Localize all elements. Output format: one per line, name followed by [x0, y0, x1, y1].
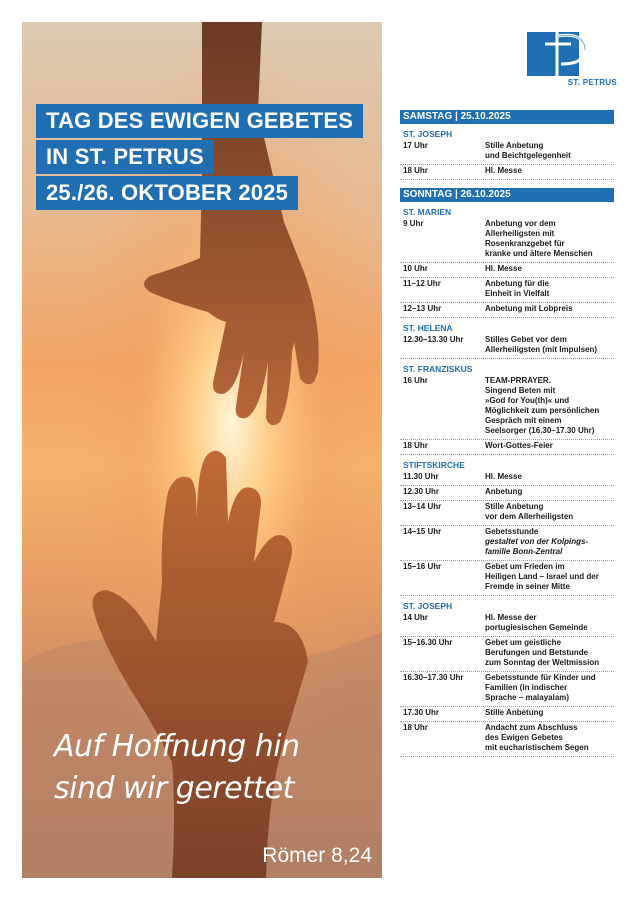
row-description [485, 562, 614, 592]
schedule-row [400, 165, 614, 180]
row-line: Gebetsstunde [485, 527, 539, 536]
church-name: ST. MARIEN [403, 207, 452, 217]
schedule-row [400, 303, 614, 318]
row-line: »God for You(th)« und [485, 396, 570, 405]
row-description [485, 219, 614, 259]
schedule-row [400, 440, 614, 455]
quote-line-1: Auf Hoffnung hin [54, 729, 300, 764]
schedule-row [400, 612, 614, 637]
row-line: und Beichtgelegenheit [485, 151, 571, 160]
row-description [485, 441, 614, 451]
row-description [485, 166, 614, 176]
row-time: 10 Uhr [403, 264, 428, 273]
st-petrus-logo [527, 26, 617, 92]
row-line: kranke und ältere Menschen [485, 249, 593, 258]
row-time: 14–15 Uhr [403, 527, 442, 536]
schedule-row [400, 471, 614, 486]
row-line: Gespräch mit einem [485, 416, 562, 425]
row-description [485, 613, 614, 633]
row-line: Hl. Messe [485, 166, 522, 175]
row-time: 11.30 Uhr [403, 472, 439, 481]
row-line: Hl. Messe der [485, 613, 537, 622]
schedule-row [400, 707, 614, 722]
row-description [485, 673, 614, 703]
schedule-row [400, 722, 614, 757]
row-line: Gebetsstunde für Kinder und [485, 673, 596, 682]
title-line-3: 25./26. OKTOBER 2025 [36, 176, 298, 210]
row-description [485, 708, 614, 718]
row-line: Sprache – malayalam) [485, 693, 570, 702]
row-time: 14 Uhr [403, 613, 428, 622]
row-time: 12.30–13.30 Uhr [403, 335, 464, 344]
row-line: Familien (in indischer [485, 683, 568, 692]
church-name: ST. JOSEPH [403, 601, 453, 611]
row-line: Allerheiligsten (mit Impulsen) [485, 345, 598, 354]
row-line: zum Sonntag der Weltmission [485, 658, 600, 667]
row-description [485, 264, 614, 274]
row-line: Stilles Gebet vor dem [485, 335, 567, 344]
row-line: Anbetung mit Lobpreis [485, 304, 573, 313]
row-time: 12.30 Uhr [403, 487, 440, 496]
day-header-saturday: SAMSTAG | 25.10.2025 [400, 110, 614, 124]
day-header-sunday: SONNTAG | 26.10.2025 [400, 188, 614, 202]
schedule-row [400, 486, 614, 501]
logo-text: ST. PETRUS [567, 78, 617, 87]
row-line: Fremde in seiner Mitte [485, 582, 570, 591]
schedule-row [400, 334, 614, 359]
row-line: Gebet um geistliche [485, 638, 562, 647]
row-line: vor dem Allerheiligsten [485, 512, 574, 521]
row-line: des Ewigen Gebetes [485, 733, 563, 742]
schedule-row [400, 637, 614, 672]
row-time: 18 Uhr [403, 723, 428, 732]
hero-poster [22, 22, 382, 878]
row-line: Berufungen und Betstunde [485, 648, 589, 657]
schedule-row [400, 140, 614, 165]
title-line-1: TAG DES EWIGEN GEBETES [36, 104, 363, 138]
row-line: Anbetung vor dem [485, 219, 556, 228]
row-time: 12–13 Uhr [403, 304, 442, 313]
row-line: Heiligen Land – Israel und der [485, 572, 599, 581]
row-description [485, 638, 614, 668]
row-time: 18 Uhr [403, 166, 428, 175]
row-line: Möglichkeit zum persönlichen [485, 406, 600, 415]
schedule-row [400, 263, 614, 278]
row-line: Wort-Gottes-Feier [485, 441, 553, 450]
row-line: Singend Beten mit [485, 386, 556, 395]
schedule-row [400, 375, 614, 440]
schedule-row [400, 561, 614, 596]
row-line-italic: gestaltet von der Kolpings- [485, 537, 589, 546]
schedule-row [400, 672, 614, 707]
row-description [485, 335, 614, 355]
bible-quote [54, 726, 374, 810]
row-line-italic: familie Bonn-Zentral [485, 547, 563, 556]
row-description [485, 723, 614, 753]
schedule-row [400, 501, 614, 526]
row-line: Stille Anbetung [485, 141, 544, 150]
church-name: STIFTSKIRCHE [403, 460, 465, 470]
row-time: 18 Uhr [403, 441, 428, 450]
schedule-row [400, 526, 614, 561]
row-time: 16 Uhr [403, 376, 428, 385]
row-line: Allerheiligsten mit [485, 229, 555, 238]
schedule-row [400, 278, 614, 303]
verse-reference: Römer 8,24 [262, 844, 372, 867]
row-description [485, 141, 614, 161]
row-line: Einheit in Vielfalt [485, 289, 550, 298]
row-time: 13–14 Uhr [403, 502, 442, 511]
row-description [485, 376, 614, 436]
row-time: 17.30 Uhr [403, 708, 440, 717]
schedule [400, 110, 614, 757]
row-line: Rosenkranzgebet für [485, 239, 565, 248]
row-time: 15–16.30 Uhr [403, 638, 453, 647]
row-line: Hl. Messe [485, 472, 522, 481]
row-line: Gebet um Frieden im [485, 562, 565, 571]
quote-line-2: sind wir gerettet [54, 771, 294, 806]
title-line-2: IN ST. PETRUS [36, 140, 214, 174]
row-description [485, 487, 614, 497]
row-description [485, 304, 614, 314]
row-line: Hl. Messe [485, 264, 522, 273]
row-line: mit eucharistischem Segen [485, 743, 589, 752]
row-description [485, 502, 614, 522]
row-description [485, 472, 614, 482]
schedule-row [400, 218, 614, 263]
row-line: Andacht zum Abschluss [485, 723, 578, 732]
row-line: Seelsorger (16.30–17.30 Uhr) [485, 426, 595, 435]
row-line: Stille Anbetung [485, 708, 544, 717]
row-time: 17 Uhr [403, 141, 428, 150]
row-time: 15–16 Uhr [403, 562, 442, 571]
row-line: Stille Anbetung [485, 502, 544, 511]
row-line: Anbetung [485, 487, 523, 496]
row-line: portugiesischen Gemeinde [485, 623, 588, 632]
row-line: Anbetung für die [485, 279, 549, 288]
row-time: 9 Uhr [403, 219, 424, 228]
row-description [485, 527, 614, 557]
row-time: 11–12 Uhr [403, 279, 441, 288]
church-name: ST. FRANZISKUS [403, 364, 473, 374]
church-name: ST. JOSEPH [403, 129, 453, 139]
row-time: 16.30–17.30 Uhr [403, 673, 464, 682]
row-line: TEAM-PRRAYER. [485, 376, 551, 385]
row-description [485, 279, 614, 299]
church-name: ST. HELENA [403, 323, 453, 333]
